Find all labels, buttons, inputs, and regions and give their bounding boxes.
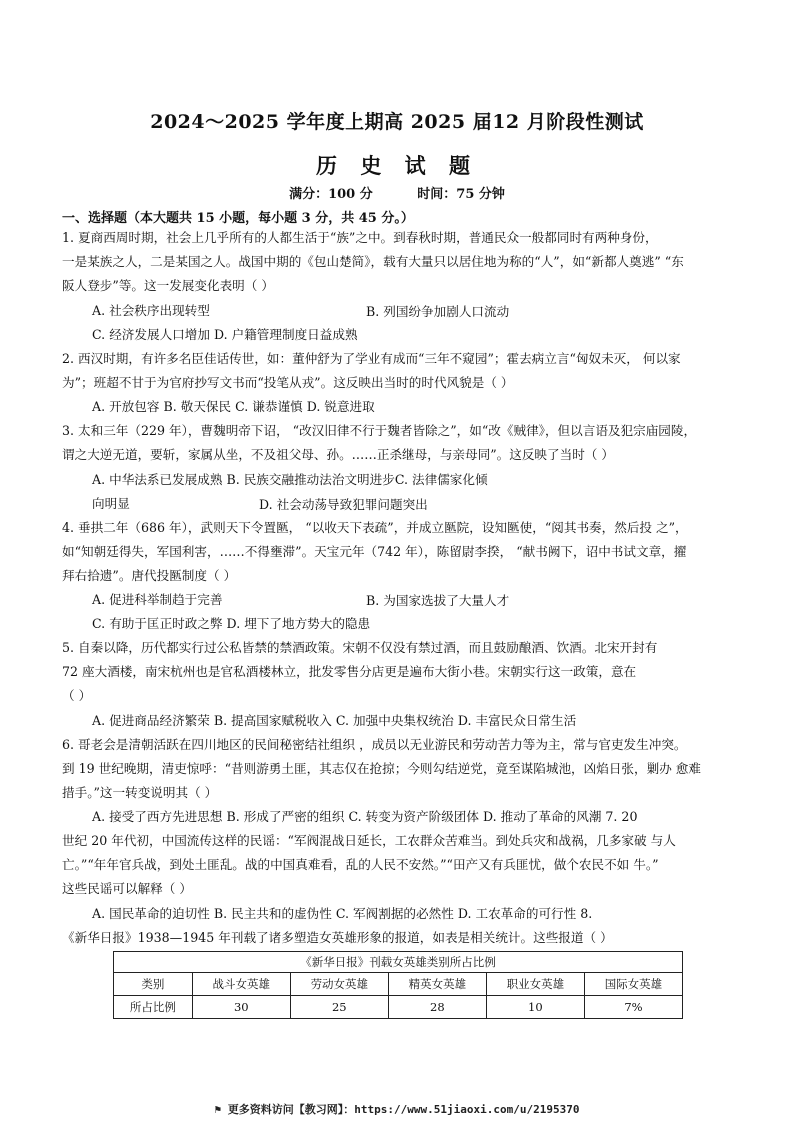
question-line: 阪人登步”等。这一发展变化表明（ ）	[62, 278, 274, 293]
question-line: 拜右拾遗”。唐代投匦制度（ ）	[62, 568, 237, 583]
question-line: 措手。”这一转变说明其（ ）	[62, 785, 218, 800]
option-line: A. 社会秩序出现转型	[92, 303, 210, 318]
question-line: 4. 垂拱二年（686 年），武则天下令置匦， “以收天下表疏”，并成立匦院，设知匦使，“阅其书奏，然后投 之”，	[62, 520, 688, 535]
section-heading: 一、选择题（本大题共 15 小题，每小题 3 分，共 45 分。）	[62, 211, 414, 226]
option-line: A. 开放包容 B. 敬天保民 C. 谦恭谨慎 D. 锐意进取	[92, 399, 375, 414]
table-cell: 30	[192, 996, 290, 1019]
option-line: A. 国民革命的迫切性 B. 民主共和的虚伪性 C. 军阀割据的必然性 D. 工农革命的可行性 8.	[92, 906, 593, 921]
table-header-cell: 劳动女英雄	[290, 973, 388, 996]
question-line: 谓之大逆无道，要斩，家属从坐，不及祖父母、孙。……正杀继母，与亲母同”。这反映了当时（ ）	[62, 447, 614, 462]
time-label: 时间：75 分钟	[417, 187, 505, 202]
statistics-table	[113, 951, 683, 1019]
exam-meta	[0, 183, 794, 202]
table-header-cell: 国际女英雄	[584, 973, 682, 996]
option-line: C. 经济发展人口增加 D. 户籍管理制度日益成熟	[92, 327, 358, 342]
table-header-cell: 精英女英雄	[388, 973, 486, 996]
table-header-cell: 类别	[114, 973, 193, 996]
question-line: 3. 太和三年（229 年），曹魏明帝下诏， “改汉旧律不行于魏者皆除之”，如“改《贼律》，但以言语及犯宗庙园陵，	[62, 423, 697, 438]
table-header-row	[114, 973, 683, 996]
question-line: 世纪 20 年代初，中国流传这样的民谣：“军阀混战日延长，工农群众苦难当。到处兵灾和战祸，几多家破 与人	[62, 833, 676, 848]
table-row	[114, 996, 683, 1019]
question-line: 一是某族之人，二是某国之人。战国中期的《包山楚简》，载有大量只以居住地为称的“人”，如“新都人奠逃” “东	[62, 254, 684, 269]
question-line: 5. 自秦以降，历代都实行过公私皆禁的禁酒政策。宋朝不仅没有禁过酒，而且鼓励酿酒、饮酒。北宋开封有	[62, 640, 658, 655]
flag-icon: ⚑	[214, 1103, 228, 1116]
question-line: 72 座大酒楼，南宋杭州也是官私酒楼林立，批发零售分店更是遍布大街小巷。宋朝实行这一政策，意在	[62, 664, 637, 679]
table-cell: 10	[486, 996, 584, 1019]
table-header-cell: 战斗女英雄	[192, 973, 290, 996]
question-line: 亡。”“年年官兵战，到处土匪乱。战的中国真难看，乱的人民不安然。”“田产又有兵匪忧，做个农民不如 牛。”	[62, 857, 659, 872]
footer-link[interactable]	[0, 1101, 794, 1117]
option-line: A. 促进商品经济繁荣 B. 提高国家赋税收入 C. 加强中央集权统治 D. 丰富民众日常生活	[92, 713, 577, 728]
question-line: 1. 夏商西周时期，社会上几乎所有的人都生活于“族”之中。到春秋时期，普通民众一般都同时有两种身份，	[62, 230, 658, 245]
question-line: （ ）	[62, 688, 92, 703]
table-cell: 7%	[584, 996, 682, 1019]
table-cell: 25	[290, 996, 388, 1019]
question-line: 6. 哥老会是清朝活跃在四川地区的民间秘密结社组织 ，成员以无业游民和劳动苦力等为主，常与官吏发生冲突。	[62, 737, 687, 752]
option-line: A. 促进科举制趋于完善	[92, 592, 223, 607]
table-caption: 《新华日报》刊载女英雄类别所占比例	[113, 951, 683, 972]
question-line: 到 19 世纪晚期，清吏惊呼：“昔则游勇土匪，其志仅在抢掠；今则勾结逆党，竟至谋陷城池，凶焰日张，剿办 愈难	[62, 761, 701, 776]
table-row-label: 所占比例	[114, 996, 193, 1019]
option-line: D. 社会动荡导致犯罪问题突出	[259, 497, 428, 512]
option-line: A. 中华法系已发展成熟 B. 民族交融推动法治文明进步C. 法律儒家化倾	[92, 472, 488, 487]
table-cell: 28	[388, 996, 486, 1019]
subject-title: 历 史 试 题	[316, 153, 478, 178]
question-line: 为”；班超不甘于为官府抄写文书而“投笔从戎”。这反映出当时的时代风貌是（ ）	[62, 375, 514, 390]
footer-text: 更多资料访问【教习网】：https://www.51jiaoxi.com/u/2195370	[227, 1103, 580, 1116]
option-line: 向明显	[92, 496, 130, 511]
question-line: 这些民谣可以解释（ ）	[62, 881, 192, 896]
question-line: 《新华日报》1938—1945 年刊载了诸多塑造女英雄形象的报道，如表是相关统计。这些报道（ ）	[62, 930, 613, 945]
option-line: B. 列国纷争加剧人口流动	[366, 304, 510, 319]
option-line: C. 有助于匡正时政之弊 D. 埋下了地方势大的隐患	[92, 616, 371, 631]
score-label: 满分：100 分	[289, 187, 373, 202]
exam-title: 2024～2025 学年度上期高 2025 届12 月阶段性测试	[150, 111, 644, 133]
question-line: 如“知朝廷得失，军国利害，……不得壅滞”。天宝元年（742 年），陈留尉李揆， “献书阙下，诏中书试文章，擢	[62, 544, 687, 559]
table-header-cell: 职业女英雄	[486, 973, 584, 996]
question-line: 2. 西汉时期，有许多名臣佳话传世，如：董仲舒为了学业有成而“三年不窥园”；霍去病立言“匈奴未灭， 何以家	[62, 351, 681, 366]
option-line: A. 接受了西方先进思想 B. 形成了严密的组织 C. 转变为资产阶级团体 D. 推动了革命的风潮 7. 20	[92, 809, 638, 824]
option-line: B. 为国家选拔了大量人才	[366, 593, 510, 608]
